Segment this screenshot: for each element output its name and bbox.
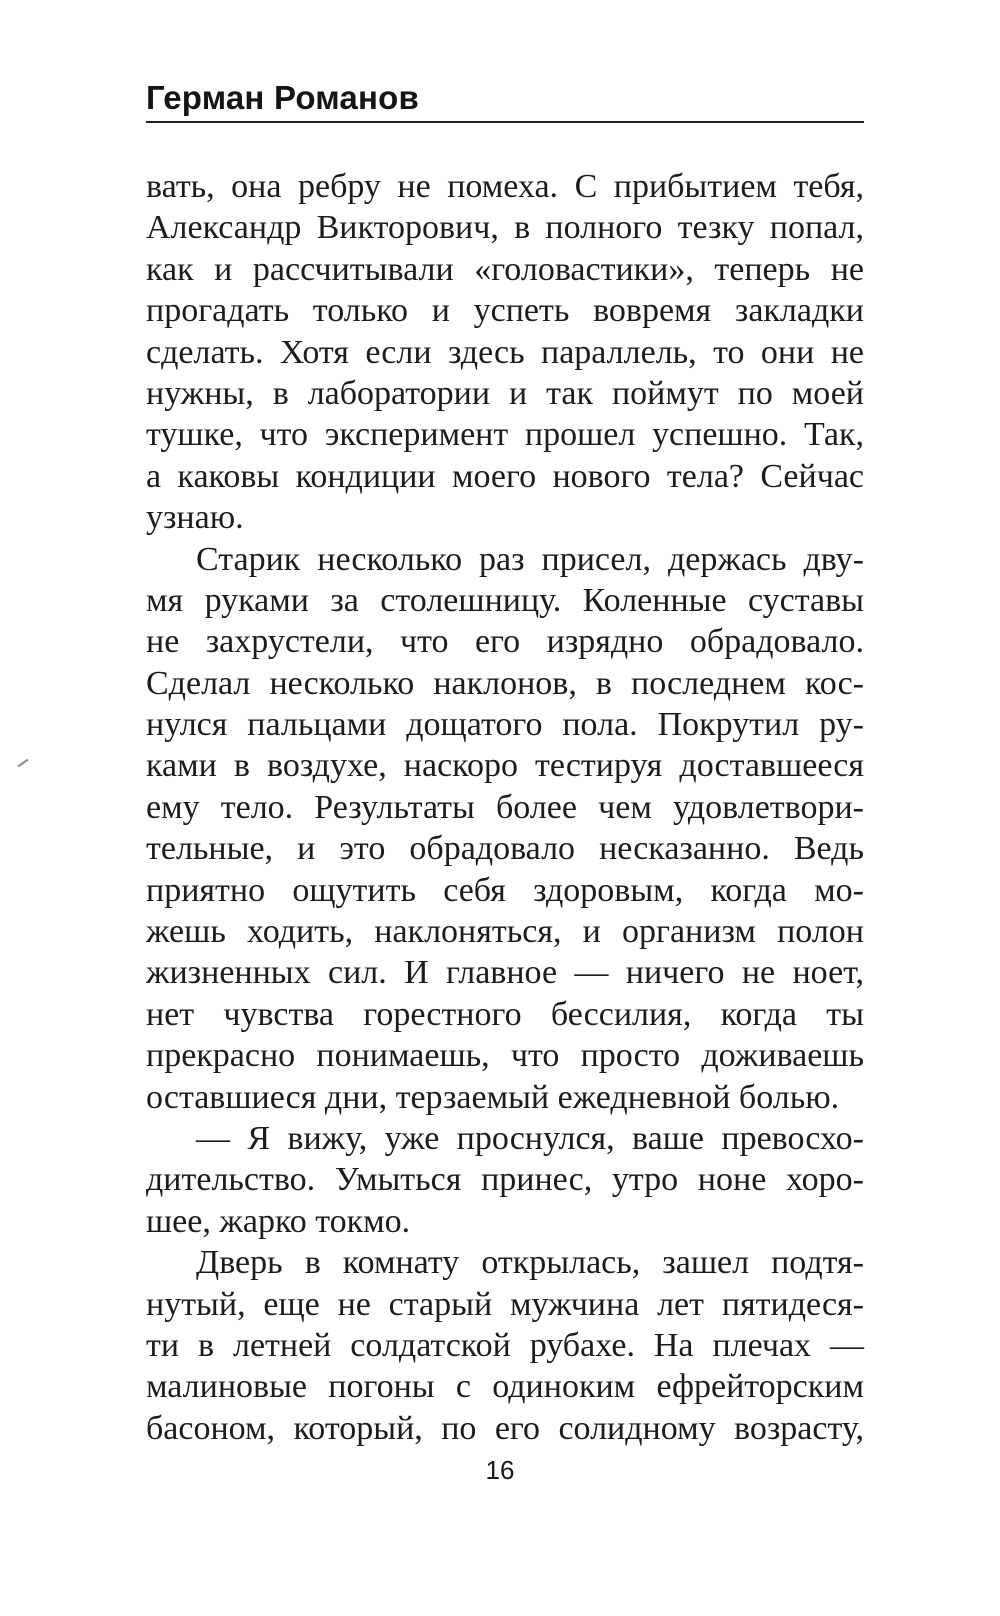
- text-line: оставшиеся дни, терзаемый ежедневной болью.: [146, 1078, 840, 1116]
- text-line: Александр Викторович, в полного тезку попал,: [146, 209, 864, 247]
- text-line: а каковы кондиции моего нового тела? Сейчас: [146, 457, 864, 495]
- text-line: нужны, в лаборатории и так поймут по моей: [146, 374, 864, 412]
- text-line: дительство. Умыться принес, утро ноне хоро-: [146, 1161, 864, 1199]
- scan-speck: [18, 759, 29, 768]
- text-line: вать, она ребру не помеха. С прибытием тебя,: [146, 168, 864, 205]
- text-line: узнаю.: [146, 499, 244, 537]
- text-line: прекрасно понимаешь, что просто доживаешь: [146, 1037, 864, 1075]
- running-head-author: Герман Романов: [146, 79, 419, 116]
- header-rule: [146, 121, 864, 123]
- text-line: Старик несколько раз присел, держась дву-: [196, 540, 864, 578]
- text-line: ками в воздухе, наскоро тестируя доставшееся: [146, 747, 864, 785]
- text-line: сделать. Хотя если здесь параллель, то они не: [146, 333, 864, 371]
- text-line: басоном, который, по его солидному возрасту,: [146, 1409, 864, 1447]
- text-line: нулся пальцами дощатого пола. Покрутил ру-: [146, 706, 864, 744]
- text-line: приятно ощутить себя здоровым, когда мо-: [146, 871, 864, 909]
- text-line: нутый, еще не старый мужчина лет пятидеся-: [146, 1285, 864, 1323]
- text-line: тушке, что эксперимент прошел успешно. Так,: [146, 416, 864, 454]
- text-line: Дверь в комнату открылась, зашел подтя-: [196, 1244, 864, 1282]
- text-line: Сделал несколько наклонов, в последнем кос-: [146, 664, 864, 702]
- text-line: жешь ходить, наклоняться, и организм полон: [146, 913, 864, 951]
- body-text: [146, 166, 864, 1449]
- text-line: — Я вижу, уже проснулся, ваше превосхо-: [196, 1119, 864, 1157]
- text-line: не захрустели, что его изрядно обрадовало.: [146, 623, 864, 661]
- text-line: ему тело. Результаты более чем удовлетвори-: [146, 788, 864, 826]
- text-line: ти в летней солдатской рубахе. На плечах —: [146, 1326, 864, 1364]
- text-line: прогадать только и успеть вовремя закладки: [146, 292, 864, 330]
- text-line: нет чувства горестного бессилия, когда ты: [146, 995, 864, 1033]
- text-line: жизненных сил. И главное — ничего не ноет,: [146, 954, 864, 992]
- text-line: тельные, и это обрадовало несказанно. Ведь: [146, 830, 864, 868]
- text-line: как и рассчитывали «головастики», теперь не: [146, 250, 864, 288]
- text-line: малиновые погоны с одиноким ефрейторским: [146, 1368, 864, 1406]
- page-number: 16: [485, 1455, 515, 1485]
- text-line: шее, жарко токмо.: [146, 1202, 411, 1240]
- text-line: мя руками за столешницу. Коленные суставы: [146, 581, 864, 619]
